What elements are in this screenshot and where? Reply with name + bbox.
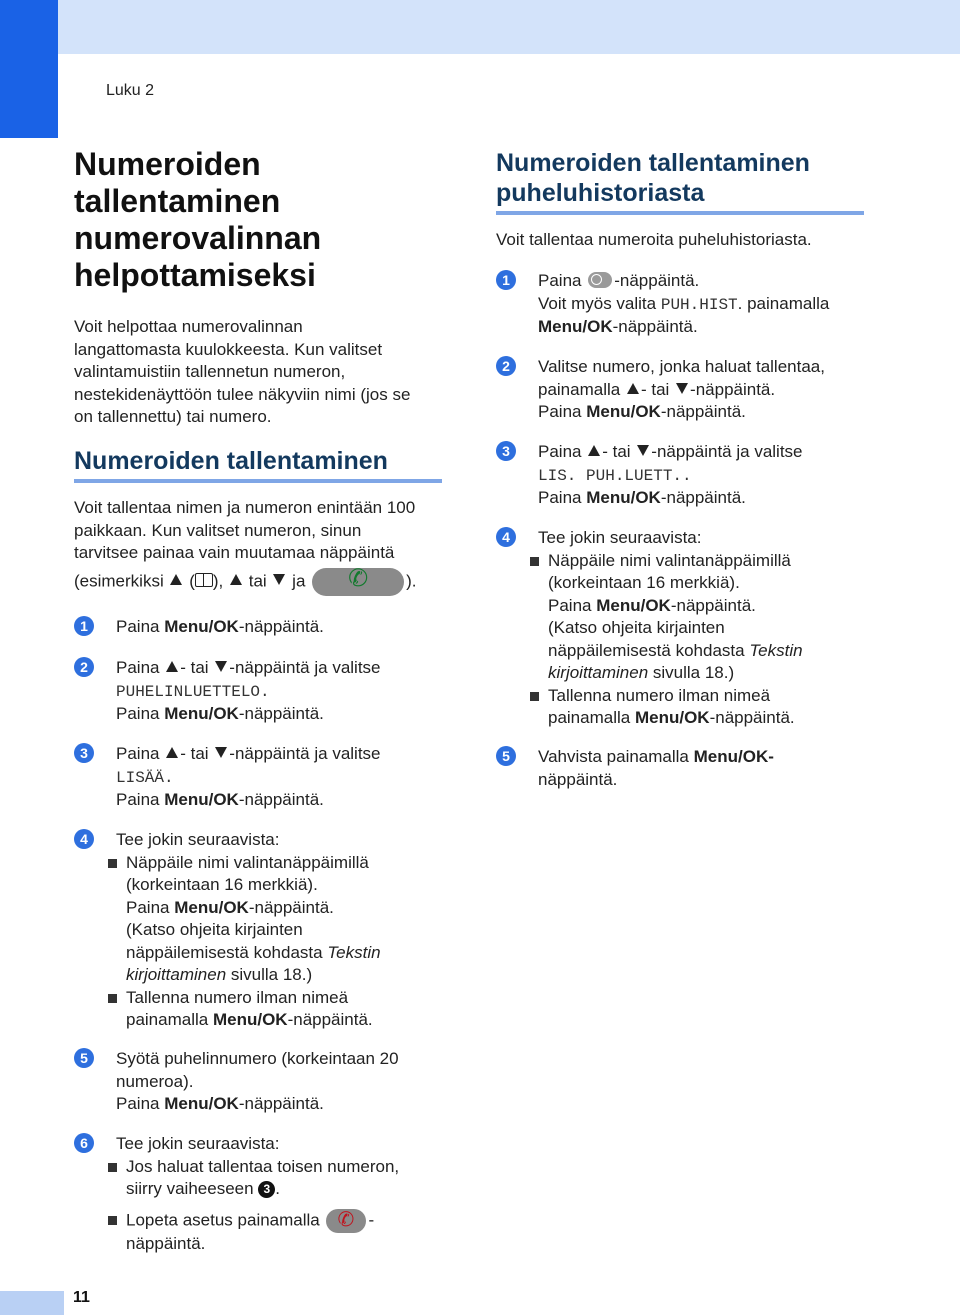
step-number: 3 — [496, 441, 516, 461]
step-number: 1 — [496, 270, 516, 290]
up-arrow-icon — [588, 445, 600, 456]
header-bar — [58, 0, 960, 54]
step-number: 1 — [74, 616, 94, 636]
up-arrow-icon — [166, 661, 178, 672]
step-number: 5 — [74, 1048, 94, 1068]
down-arrow-icon — [637, 445, 649, 456]
down-arrow-icon — [215, 661, 227, 672]
example-line: (esimerkiksi ( ), tai ja ✆ ). — [74, 568, 417, 596]
bullet-item: Jos haluat tallentaa toisen numeron, siirry vaiheeseen 3 . — [100, 1156, 446, 1201]
chapter-label: Luku 2 — [106, 82, 155, 99]
section-title: Numeroiden tallentaminen puheluhistoriasta — [496, 149, 810, 207]
step-text: Paina - tai -näppäintä ja valitse LIS. PUH.LUETT.. Paina Menu/OK-näppäintä. — [538, 442, 803, 507]
section-rule — [496, 211, 864, 215]
page-title: Numeroiden tallentaminen numerovalinnan helpottamiseksi — [74, 146, 322, 293]
step-text: Paina Menu/OK-näppäintä. — [116, 617, 324, 636]
section-intro: Voit tallentaa numeroita puheluhistoriasta. — [496, 230, 812, 249]
step-text: Valitse numero, jonka haluat tallentaa, painamalla - tai -näppäintä. Paina Menu/OK-näppäintä. — [538, 357, 825, 421]
step-text: Tee jokin seuraavista: Näppäile nimi valintanäppäimillä (korkeintaan 16 merkkiä). Paina Menu/OK-näppäintä. (Katso ohjeita kirjainten näppäilemisestä kohdasta Tekstin kirjoittaminen sivulla 18.) Tallenna numero ilman nimeä painamalla Menu/OK-näppäintä. — [116, 829, 446, 1032]
page-number: 11 — [73, 1289, 90, 1306]
section-intro: Voit tallentaa nimen ja numeron enintään 100 paikkaan. Kun valitset numeron, sinun tarvitsee painaa vain muutamaa näppäintä — [74, 498, 416, 562]
step-text: Vahvista painamalla Menu/OK- näppäintä. — [538, 747, 774, 789]
up-arrow-icon — [230, 574, 242, 585]
section-title: Numeroiden tallentaminen — [74, 447, 388, 475]
intro-paragraph: Voit helpottaa numerovalinnan langattomasta kuulokkeesta. Kun valitset valintamuistiin tallennetun numeron, nestekidenäyttöön tulee näkyviin nimi (jos se on tallennettu) tai numero. — [74, 317, 411, 426]
chapter-tab — [0, 0, 58, 138]
step-number: 2 — [496, 356, 516, 376]
up-arrow-icon — [166, 747, 178, 758]
up-arrow-icon — [170, 574, 182, 585]
bullet-item: Näppäile nimi valintanäppäimillä (korkeintaan 16 merkkiä). Paina Menu/OK-näppäintä. (Katso ohjeita kirjainten näppäilemisestä kohdasta Tekstin kirjoittaminen sivulla 18.) — [100, 852, 446, 987]
step-text: Paina - tai -näppäintä ja valitse PUHELINLUETTELO. Paina Menu/OK-näppäintä. — [116, 658, 381, 723]
talk-key-icon — [312, 568, 404, 596]
step-text: Tee jokin seuraavista: Näppäile nimi valintanäppäimillä (korkeintaan 16 merkkiä). Paina Menu/OK-näppäintä. (Katso ohjeita kirjainten näppäilemisestä kohdasta Tekstin kirjoittaminen sivulla 18.) Tallenna numero ilman nimeä painamalla Menu/OK-näppäintä. — [538, 527, 876, 730]
bullet-item: Lopeta asetus painamalla ✆ - näppäintä. — [100, 1209, 446, 1256]
step-number: 5 — [496, 746, 516, 766]
up-arrow-icon — [627, 383, 639, 394]
step-number: 3 — [74, 743, 94, 763]
step-text: Tee jokin seuraavista: Jos haluat tallentaa toisen numeron, siirry vaiheeseen 3 . Lopeta asetus painamalla ✆ - näppäintä. — [116, 1133, 446, 1255]
down-arrow-icon — [273, 574, 285, 585]
step-text: Paina - tai -näppäintä ja valitse LISÄÄ. Paina Menu/OK-näppäintä. — [116, 744, 381, 809]
bullet-item: Tallenna numero ilman nimeä painamalla Menu/OK-näppäintä. — [522, 685, 876, 730]
bullet-item: Näppäile nimi valintanäppäimillä (korkeintaan 16 merkkiä). Paina Menu/OK-näppäintä. (Katso ohjeita kirjainten näppäilemisestä kohdasta Tekstin kirjoittaminen sivulla 18.) — [522, 550, 876, 685]
phonebook-icon — [195, 573, 213, 587]
redial-key-icon — [588, 272, 612, 288]
end-call-key-icon — [326, 1209, 366, 1233]
down-arrow-icon — [676, 383, 688, 394]
step-number: 4 — [496, 527, 516, 547]
bullet-item: Tallenna numero ilman nimeä painamalla Menu/OK-näppäintä. — [100, 987, 446, 1032]
step-number: 4 — [74, 829, 94, 849]
step-reference: 3 — [258, 1181, 275, 1198]
down-arrow-icon — [215, 747, 227, 758]
step-text: Paina -näppäintä. Voit myös valita PUH.HIST. painamalla Menu/OK-näppäintä. — [538, 271, 830, 336]
section-rule — [74, 479, 442, 483]
step-number: 2 — [74, 657, 94, 677]
footer-bar — [0, 1291, 64, 1315]
step-number: 6 — [74, 1133, 94, 1153]
step-text: Syötä puhelinnumero (korkeintaan 20 numeroa). Paina Menu/OK-näppäintä. — [116, 1049, 399, 1113]
